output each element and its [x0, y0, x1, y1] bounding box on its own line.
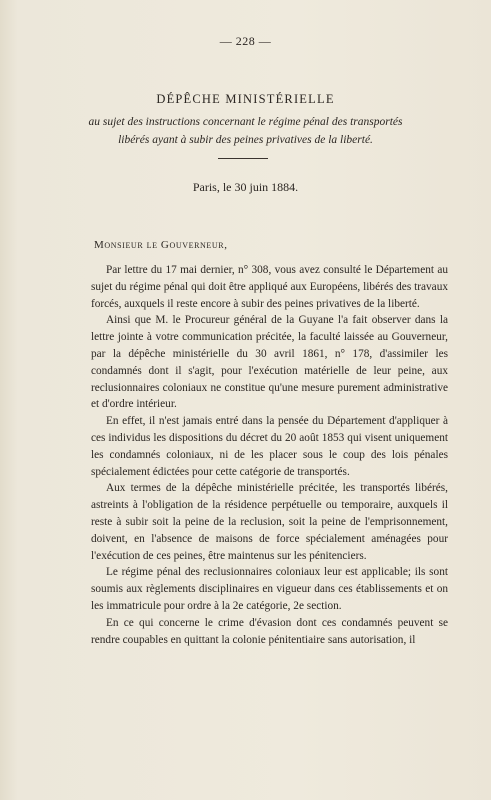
document-title: DÉPÊCHE MINISTÉRIELLE	[156, 92, 335, 106]
salutation: Monsieur le Gouverneur,	[94, 239, 228, 251]
page-number: — 228 —	[219, 34, 272, 48]
letter-body	[91, 262, 448, 648]
paragraph-2: Ainsi que M. le Procureur général de la Guyane l'a fait observer dans la lettre jointe à votre communication précitée, la faculté laissée au Gouverneur, par la dépêche ministérielle du 30 avril 1861, n° 178, d'assimiler les condamnés dont il s'agit, pour l'exécution matérielle de leur peine, aux reclusionnaires coloniaux ne constitue qu'une mesure purement administrative et d'ordre intérieur.	[91, 314, 448, 411]
separator-rule	[218, 158, 268, 159]
paragraph-3: En effet, il n'est jamais entré dans la pensée du Département d'appliquer à ces individus les dispositions du décret du 20 août 1853 qui visent uniquement les condamnés coloniaux, ni de les placer sous le coup des lois pénales spécialement édictées pour cette catégorie de transportés.	[91, 415, 448, 478]
paragraph-6: En ce qui concerne le crime d'évasion dont ces condamnés peuvent se rendre coupables en quittant la colonie pénitentiaire sans autorisation, il	[91, 616, 448, 646]
dateline: Paris, le 30 juin 1884.	[192, 180, 299, 194]
document-subtitle: au sujet des instructions concernant le régime pénal des transportés libérés ayant à subir des peines privatives de la liberté.	[88, 116, 403, 146]
paragraph-5: Le régime pénal des reclusionnaires coloniaux leur est applicable; ils sont soumis aux règlements disciplinaires en vigueur dans ces établissements et on les immatricule pour ordre à la 2e catégorie, 2e section.	[91, 566, 448, 612]
paragraph-4: Aux termes de la dépêche ministérielle précitée, les transportés libérés, astreints à l'obligation de la résidence perpétuelle ou temporaire, auxquels il reste à subir soit la peine de la reclusion, soit la peine de l'emprisonnement, doivent, en l'absence de maisons de force spécialement aménagées pour l'exécution de ces peines, être maintenus sur les pénitenciers.	[91, 482, 448, 562]
paragraph-1: Par lettre du 17 mai dernier, n° 308, vous avez consulté le Département au sujet du régime pénal qui doit être appliqué aux Européens, libérés des travaux forcés, auxquels il reste encore à subir des peines privatives de la liberté.	[91, 264, 448, 310]
